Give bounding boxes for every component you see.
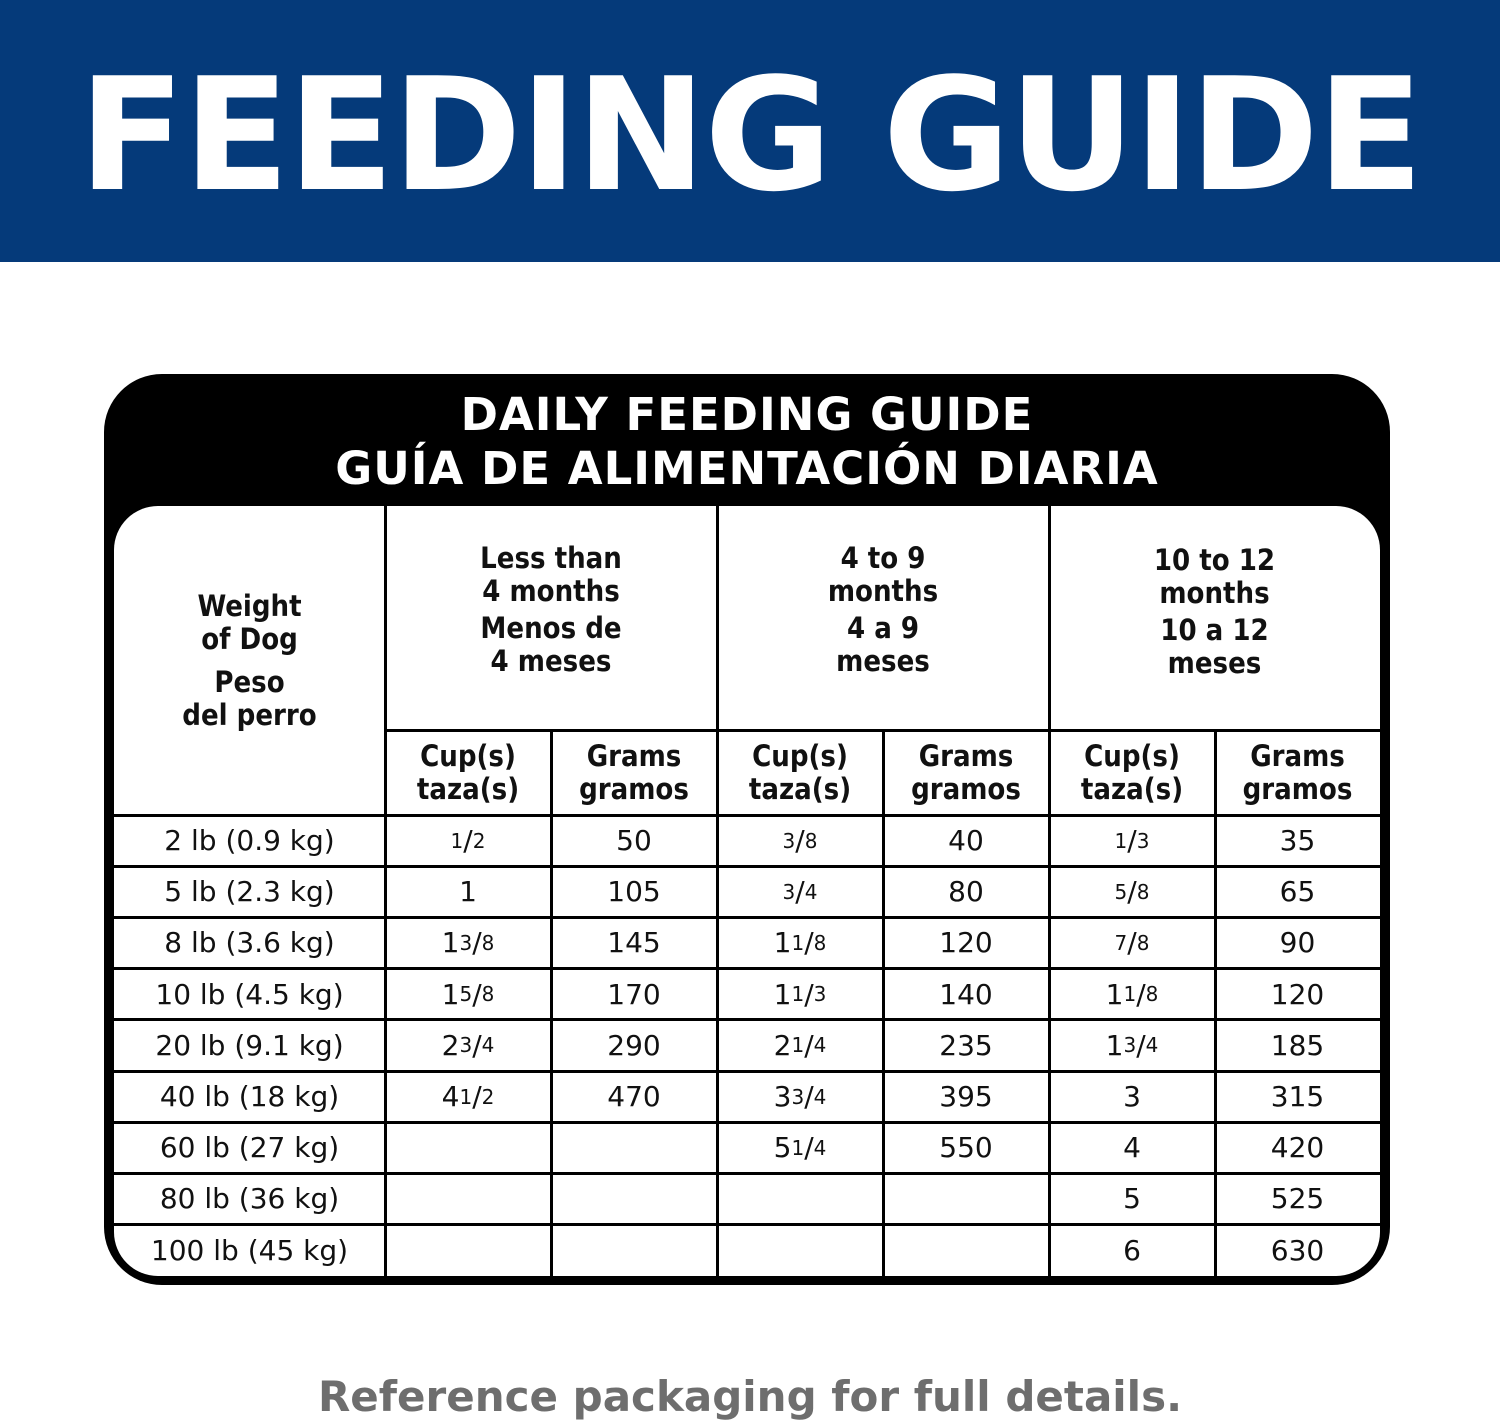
grams-cell: 120 xyxy=(1270,977,1325,1011)
cups-cell: 6 xyxy=(1123,1233,1141,1267)
grid-line xyxy=(114,814,1380,817)
age-group-line: months xyxy=(827,574,939,608)
age-group-line: 4 to 9 xyxy=(840,541,926,575)
grid-line xyxy=(882,730,885,1276)
grid-line xyxy=(385,729,1380,732)
weight-cell: 60 lb (27 kg) xyxy=(159,1131,340,1165)
grams-cell: 145 xyxy=(607,926,661,960)
age-group-header xyxy=(1049,506,1380,732)
sub-header-line: Cup(s) xyxy=(752,738,848,773)
weight-header-line: Peso xyxy=(214,664,285,699)
grams-cell: 525 xyxy=(1270,1182,1325,1216)
sub-header-line: gramos xyxy=(579,771,689,806)
cups-cell: 4 xyxy=(1123,1131,1141,1165)
weight-header-line: Weight xyxy=(197,588,302,623)
weight-header-line: of Dog xyxy=(201,621,298,656)
age-group-header xyxy=(385,506,717,730)
cups-cell: 5 xyxy=(1123,1182,1141,1216)
cups-cell: 1 / 3 xyxy=(1114,824,1150,858)
age-group-line: months xyxy=(1159,576,1270,610)
cups-cell: 1 / 2 xyxy=(450,824,486,858)
grams-cell: 470 xyxy=(607,1080,661,1114)
cups-cell: 1 xyxy=(459,875,477,909)
grid-line xyxy=(114,1223,1380,1226)
cups-cell: 1 5 / 8 xyxy=(441,977,495,1011)
age-group-line: Menos de xyxy=(480,611,622,645)
cups-cell: 2 1 / 4 xyxy=(773,1028,827,1062)
weight-cell: 10 lb (4.5 kg) xyxy=(155,977,344,1011)
weight-cell: 40 lb (18 kg) xyxy=(159,1080,340,1114)
grams-cell xyxy=(551,1225,717,1276)
grams-cell: 550 xyxy=(939,1131,993,1165)
cups-cell xyxy=(385,1173,551,1224)
grid-line xyxy=(114,1121,1380,1124)
grams-cell xyxy=(883,1173,1049,1224)
grid-line xyxy=(1048,506,1051,1276)
grams-cell: 50 xyxy=(616,824,652,858)
grams-cell: 185 xyxy=(1270,1028,1325,1062)
weight-cell: 8 lb (3.6 kg) xyxy=(164,926,335,960)
cups-header xyxy=(385,730,551,815)
weight-header-line: del perro xyxy=(182,697,317,732)
grams-cell: 630 xyxy=(1270,1233,1325,1267)
weight-cell: 2 lb (0.9 kg) xyxy=(164,824,335,858)
sub-header-line: Grams xyxy=(1250,738,1345,773)
cups-cell: 3 3 / 4 xyxy=(773,1080,827,1114)
cups-cell: 2 3 / 4 xyxy=(441,1028,495,1062)
card-title-spanish: GUÍA DE ALIMENTACIÓN DIARIA xyxy=(335,442,1159,495)
cups-cell: 3 xyxy=(1123,1080,1141,1114)
grid-line xyxy=(114,1172,1380,1175)
grams-cell: 35 xyxy=(1279,824,1316,858)
cups-cell: 5 1 / 4 xyxy=(773,1131,827,1165)
sub-header-line: taza(s) xyxy=(1080,771,1184,806)
grid-line xyxy=(384,506,387,1276)
cups-cell: 1 1 / 3 xyxy=(773,977,827,1011)
weight-column-header xyxy=(114,506,385,815)
cups-cell: 1 3 / 8 xyxy=(441,926,495,960)
grid-line xyxy=(114,1018,1380,1021)
grams-cell xyxy=(883,1225,1049,1276)
cups-cell: 3 / 8 xyxy=(782,824,818,858)
grams-cell xyxy=(551,1122,717,1173)
grams-cell: 235 xyxy=(939,1028,993,1062)
cups-cell: 3 / 4 xyxy=(782,875,818,909)
grid-line xyxy=(114,916,1380,919)
grams-cell: 170 xyxy=(607,977,661,1011)
age-group-line: meses xyxy=(836,644,930,678)
cups-cell: 1 3 / 4 xyxy=(1105,1028,1159,1062)
grams-header xyxy=(551,730,717,815)
sub-header-line: gramos xyxy=(911,771,1021,806)
grid-line xyxy=(114,967,1380,970)
age-group-line: 10 a 12 xyxy=(1160,613,1269,647)
age-group-line: 4 meses xyxy=(490,644,612,678)
grid-line xyxy=(114,1070,1380,1073)
weight-cell: 80 lb (36 kg) xyxy=(159,1182,340,1216)
weight-cell: 5 lb (2.3 kg) xyxy=(164,875,335,909)
sub-header-line: gramos xyxy=(1242,771,1353,806)
cups-header xyxy=(717,730,883,815)
grams-cell: 90 xyxy=(1279,926,1316,960)
grams-header xyxy=(1215,730,1380,815)
cups-cell: 4 1 / 2 xyxy=(441,1080,495,1114)
cups-header xyxy=(1049,730,1215,815)
age-group-line: 10 to 12 xyxy=(1153,543,1276,577)
grid-line xyxy=(114,865,1380,868)
grams-cell: 395 xyxy=(939,1080,993,1114)
grams-cell: 105 xyxy=(607,875,661,909)
sub-header-line: taza(s) xyxy=(416,771,520,806)
grams-cell: 120 xyxy=(939,926,993,960)
grams-cell: 140 xyxy=(939,977,993,1011)
grid-line xyxy=(716,506,719,1276)
cups-cell xyxy=(717,1225,883,1276)
cups-cell: 7 / 8 xyxy=(1114,926,1150,960)
card-title xyxy=(104,388,1390,496)
sub-header-line: Cup(s) xyxy=(1084,738,1180,773)
grams-cell: 315 xyxy=(1270,1080,1325,1114)
sub-header-line: Grams xyxy=(918,738,1014,773)
feeding-guide-card xyxy=(104,374,1390,1285)
grid-line xyxy=(550,730,553,1276)
cups-cell: 5 / 8 xyxy=(1114,875,1150,909)
card-title-english: DAILY FEEDING GUIDE xyxy=(460,388,1034,441)
grams-cell: 420 xyxy=(1270,1131,1325,1165)
header-banner xyxy=(0,0,1500,262)
grams-cell: 65 xyxy=(1279,875,1316,909)
weight-cell: 20 lb (9.1 kg) xyxy=(155,1028,344,1062)
age-group-line: 4 months xyxy=(482,574,620,608)
grams-cell: 80 xyxy=(948,875,984,909)
grams-cell xyxy=(551,1173,717,1224)
grams-cell: 290 xyxy=(607,1028,661,1062)
cups-cell xyxy=(717,1173,883,1224)
grams-header xyxy=(883,730,1049,815)
age-group-line: 4 a 9 xyxy=(846,611,920,645)
age-group-header xyxy=(717,506,1049,730)
age-group-line: Less than xyxy=(480,541,622,575)
grid-line xyxy=(1214,730,1217,1276)
cups-cell: 1 1 / 8 xyxy=(1105,977,1159,1011)
sub-header-line: Grams xyxy=(586,738,682,773)
cups-cell xyxy=(385,1225,551,1276)
feeding-table xyxy=(114,506,1380,1276)
page-title: FEEDING GUIDE xyxy=(78,44,1422,226)
cups-cell: 1 1 / 8 xyxy=(773,926,827,960)
cups-cell xyxy=(385,1122,551,1173)
weight-cell: 100 lb (45 kg) xyxy=(150,1233,349,1267)
grams-cell: 40 xyxy=(948,824,984,858)
sub-header-line: Cup(s) xyxy=(420,738,516,773)
sub-header-line: taza(s) xyxy=(748,771,852,806)
age-group-line: meses xyxy=(1167,646,1262,680)
footer-note: Reference packaging for full details. xyxy=(317,1372,1183,1421)
